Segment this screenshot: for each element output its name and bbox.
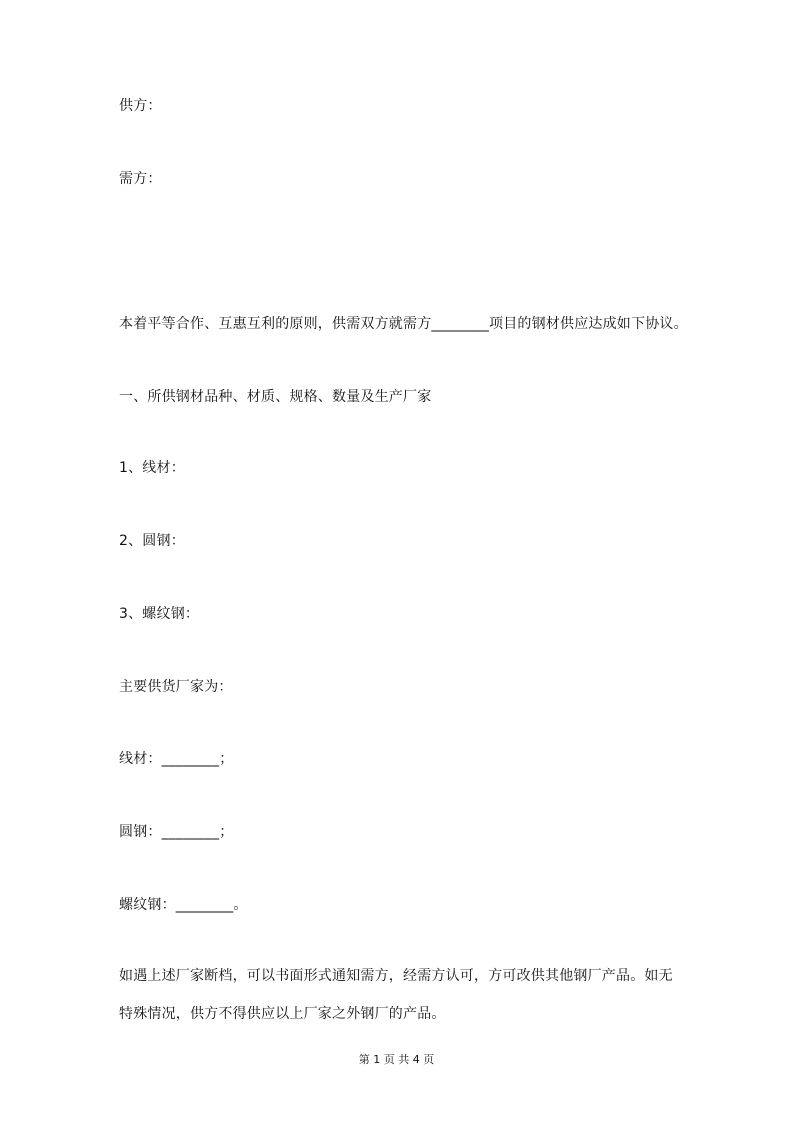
item-rebar: 3、螺纹钢：: [119, 606, 200, 622]
supplier-label: 供方：: [119, 98, 162, 114]
buyer-label: 需方：: [119, 171, 162, 187]
intro-paragraph: 本着平等合作、互惠互利的原则，供需双方就需方________项目的钢材供应达成如下协议。: [119, 316, 688, 332]
closing-paragraph: 如遇上述厂家断档，可以书面形式通知需方，经需方认可，方可改供其他钢厂产品。如无特殊情况，供方不得供应以上厂家之外钢厂的产品。: [119, 968, 673, 1022]
page-footer: 第 1 页 共 4 页: [358, 1053, 435, 1066]
item-round-steel: 2、圆钢：: [119, 533, 185, 549]
main-supplier-heading: 主要供货厂家为：: [119, 679, 233, 695]
round-steel-supplier-line: 圆钢：________；: [119, 824, 234, 840]
wire-supplier-line: 线材：________；: [119, 751, 234, 767]
section-1-title: 一、所供钢材品种、材质、规格、数量及生产厂家: [119, 389, 432, 405]
item-wire: 1、线材：: [119, 460, 185, 476]
rebar-supplier-line: 螺纹钢：________。: [119, 897, 248, 913]
